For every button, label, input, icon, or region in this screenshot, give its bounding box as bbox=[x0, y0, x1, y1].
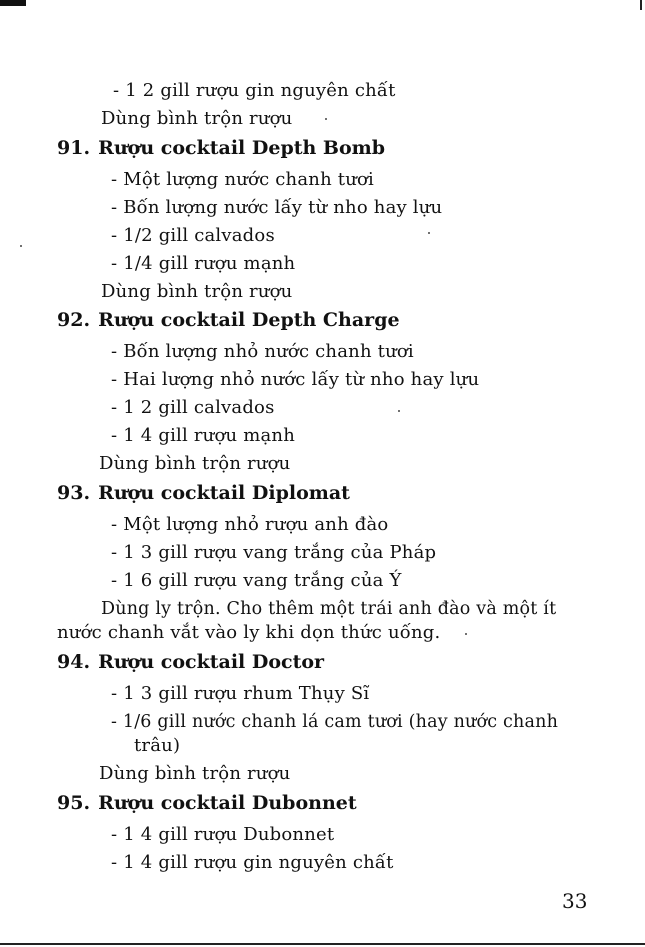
recipe-title: Rượu cocktail Doctor bbox=[98, 651, 325, 673]
ingredient-line: - Một lượng nước chanh tươi bbox=[111, 169, 375, 190]
instruction-line: Dùng bình trộn rượu bbox=[99, 453, 291, 474]
recipe-heading bbox=[57, 650, 324, 674]
scan-edge-mark bbox=[640, 0, 642, 10]
ingredient-line: - 1 4 gill rượu mạnh bbox=[111, 425, 295, 446]
recipe-number: 92. bbox=[57, 309, 91, 331]
ingredient-line-continued: trâu) bbox=[134, 735, 181, 756]
recipe-number: 94. bbox=[57, 651, 91, 673]
instruction-line: nước chanh vắt vào ly khi dọn thức uống. bbox=[57, 622, 441, 643]
scan-speck bbox=[325, 118, 327, 120]
ingredient-line: - Một lượng nhỏ rượu anh đào bbox=[111, 514, 389, 535]
recipe-number: 95. bbox=[57, 792, 91, 814]
recipe-title: Rượu cocktail Depth Charge bbox=[98, 309, 400, 331]
ingredient-line: - Bốn lượng nước lấy từ nho hay lựu bbox=[111, 197, 443, 218]
ingredient-line: - 1 2 gill rượu gin nguyên chất bbox=[113, 80, 396, 101]
scan-speck bbox=[428, 232, 430, 234]
scan-speck bbox=[398, 410, 400, 412]
scan-speck bbox=[465, 633, 467, 635]
scan-corner-mark bbox=[0, 0, 26, 6]
recipe-heading bbox=[57, 481, 350, 505]
recipe-title: Rượu cocktail Diplomat bbox=[98, 482, 350, 504]
ingredient-line: - 1/6 gill nước chanh lá cam tươi (hay nước chanh bbox=[111, 712, 559, 732]
recipe-title: Rượu cocktail Dubonnet bbox=[98, 792, 357, 814]
recipe-heading bbox=[57, 791, 357, 815]
recipe-number: 93. bbox=[57, 482, 91, 504]
scan-bottom-edge bbox=[0, 943, 645, 945]
instruction-line: Dùng bình trộn rượu bbox=[101, 281, 293, 302]
ingredient-line: - Bốn lượng nhỏ nước chanh tươi bbox=[111, 341, 414, 362]
ingredient-line: - 1 4 gill rượu gin nguyên chất bbox=[111, 852, 394, 873]
ingredient-line: - 1 3 gill rượu rhum Thụy Sĩ bbox=[111, 683, 370, 704]
instruction-line: Dùng bình trộn rượu bbox=[101, 108, 293, 129]
ingredient-line: - 1 6 gill rượu vang trắng của Ý bbox=[111, 570, 402, 591]
page-number: 33 bbox=[562, 889, 588, 913]
instruction-line: Dùng ly trộn. Cho thêm một trái anh đào và một ít bbox=[101, 599, 557, 619]
ingredient-line: - Hai lượng nhỏ nước lấy từ nho hay lựu bbox=[111, 369, 480, 390]
recipe-heading bbox=[57, 136, 385, 160]
scan-speck bbox=[20, 245, 22, 247]
ingredient-line: - 1 2 gill calvados bbox=[111, 397, 275, 418]
recipe-heading bbox=[57, 308, 400, 332]
recipe-title: Rượu cocktail Depth Bomb bbox=[98, 137, 386, 159]
recipe-number: 91. bbox=[57, 137, 91, 159]
ingredient-line: - 1/2 gill calvados bbox=[111, 225, 275, 246]
ingredient-line: - 1 3 gill rượu vang trắng của Pháp bbox=[111, 542, 437, 563]
instruction-line: Dùng bình trộn rượu bbox=[99, 763, 291, 784]
ingredient-line: - 1 4 gill rượu Dubonnet bbox=[111, 824, 335, 845]
ingredient-line: - 1/4 gill rượu mạnh bbox=[111, 253, 296, 274]
